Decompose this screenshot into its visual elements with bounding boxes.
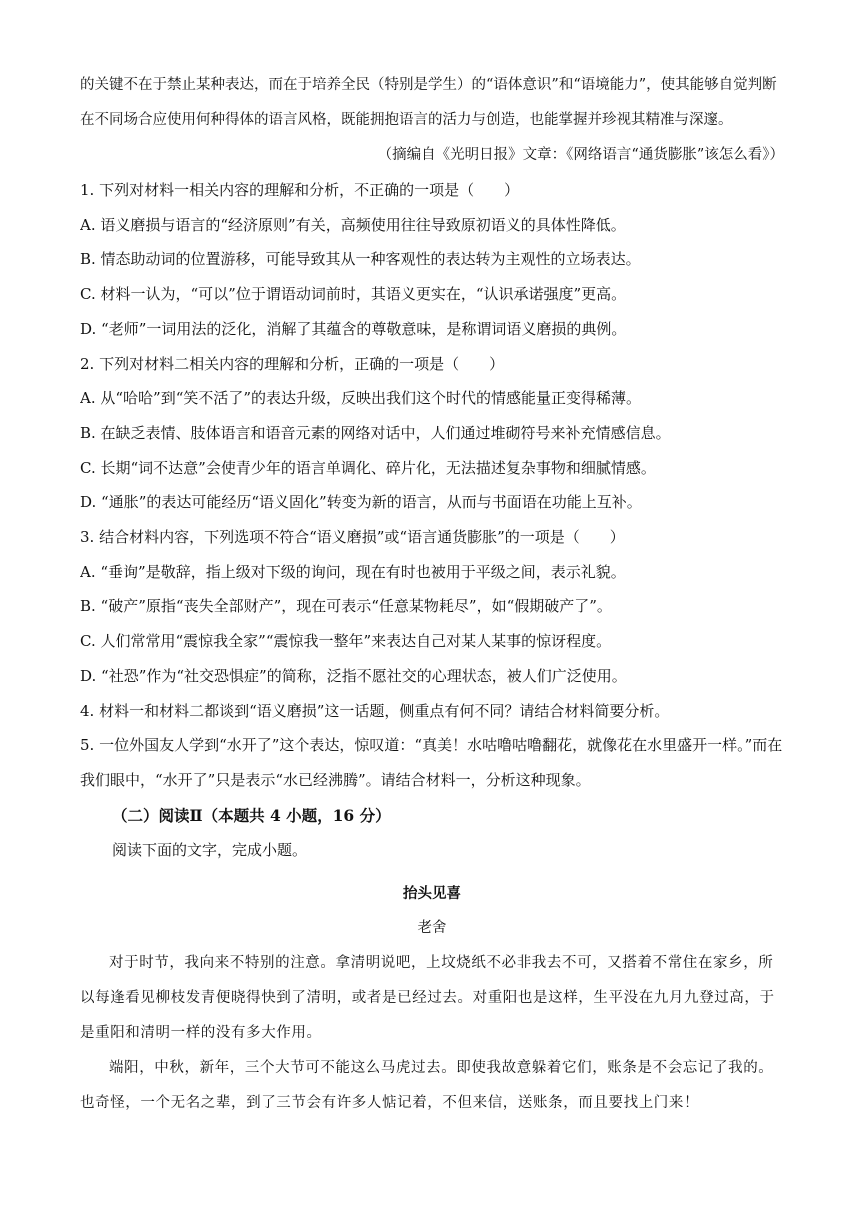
option-a: A. “垂询”是敬辞，指上级对下级的询问，现在有时也被用于平级之间，表示礼貌。 [80, 562, 626, 581]
article-paragraph: 对于时节，我向来不特别的注意。拿清明说吧，上坟烧纸不必非我去不可，又搭着不常住在家乡，所以每逢看见柳枝发青便晓得快到了清明，或者是已经过去。对重阳也是这样，生平没在九月九登过高，于是重阳和清明一样的没有多大作用。 [80, 954, 775, 1041]
question-5: 5. 一位外国友人学到“水开了”这个表达，惊叹道：“真美！水咕噜咕噜翻花，就像花在水里盛开一样。”而在我们眼中，“水开了”只是表示“水已经沸腾”。请结合材料一，分析这种现象。 [80, 736, 783, 789]
option-a: A. 语义磨损与语言的“经济原则”有关，高频使用往往导致原初语义的具体性降低。 [80, 215, 626, 234]
question-1 [80, 173, 784, 347]
option-d: D. “通胀”的表达可能经历“语义固化”转变为新的语言，从而与书面语在功能上互补。 [80, 493, 642, 512]
material-closing-paragraph: 的关键不在于禁止某种表达，而在于培养全民（特别是学生）的“语体意识”和“语境能力”，使其能够自觉判断在不同场合应使用何种得体的语言风格，既能拥抱语言的活力与创造，也能掌握并珍视其精准与深邃。 [80, 77, 777, 128]
option-c: C. 长期“词不达意”会使青少年的语言单调化、碎片化，无法描述复杂事物和细腻情感。 [80, 458, 656, 477]
option-c: C. 人们常常用“震惊我全家”“震惊我一整年”来表达自己对某人某事的惊讶程度。 [80, 632, 612, 651]
section-instruction: 阅读下面的文字，完成小题。 [112, 840, 308, 859]
option-d: D. “老师”一词用法的泛化，消解了其蕴含的尊敬意味，是称谓词语义磨损的典例。 [80, 319, 627, 338]
question-stem: 2. 下列对材料二相关内容的理解和分析，正确的一项是（ ） [80, 354, 505, 373]
article-paragraph: 端阳，中秋，新年，三个大节可不能这么马虎过去。即使我故意躲着它们，账条是不会忘记了我的。也奇怪，一个无名之辈，到了三节会有许多人惦记着，不但来信，送账条，而且要找上门来！ [80, 1059, 774, 1111]
option-d: D. “社恐”作为“社交恐惧症”的简称，泛指不愿社交的心理状态，被人们广泛使用。 [80, 666, 627, 685]
article-title: 抬头见喜 [403, 884, 461, 902]
question-stem: 1. 下列对材料一相关内容的理解和分析，不正确的一项是（ ） [80, 181, 520, 199]
option-b: B. “破产”原指“丧失全部财产”，现在可表示“任意某物耗尽”，如“假期破产了”。 [80, 597, 612, 616]
question-4: 4. 材料一和材料二都谈到“语义磨损”这一话题，侧重点有何不同？请结合材料简要分析。 [80, 701, 670, 720]
question-3 [80, 520, 784, 694]
option-a: A. 从“哈哈”到“笑不活了”的表达升级，反映出我们这个时代的情感能量正变得稀薄。 [80, 389, 642, 408]
article-author: 老舍 [417, 919, 447, 936]
option-b: B. 在缺乏表情、肢体语言和语音元素的网络对话中，人们通过堆砌符号来补充情感信息。 [80, 423, 671, 442]
material-source: （摘编自《光明日报》文章：《网络语言“通货膨胀”该怎么看》） [377, 147, 784, 163]
section-heading: （二）阅读Ⅱ（本题共 4 小题，16 分） [112, 805, 391, 825]
question-2 [80, 347, 784, 521]
question-stem: 3. 结合材料内容，下列选项不符合“语义磨损”或“语言通货膨胀”的一项是（ ） [80, 528, 625, 547]
option-b: B. 情态助动词的位置游移，可能导致其从一种客观性的表达转为主观性的立场表达。 [80, 250, 641, 269]
option-c: C. 材料一认为，“可以”位于谓语动词前时，其语义更实在，“认识承诺强度”更高。 [80, 285, 627, 304]
